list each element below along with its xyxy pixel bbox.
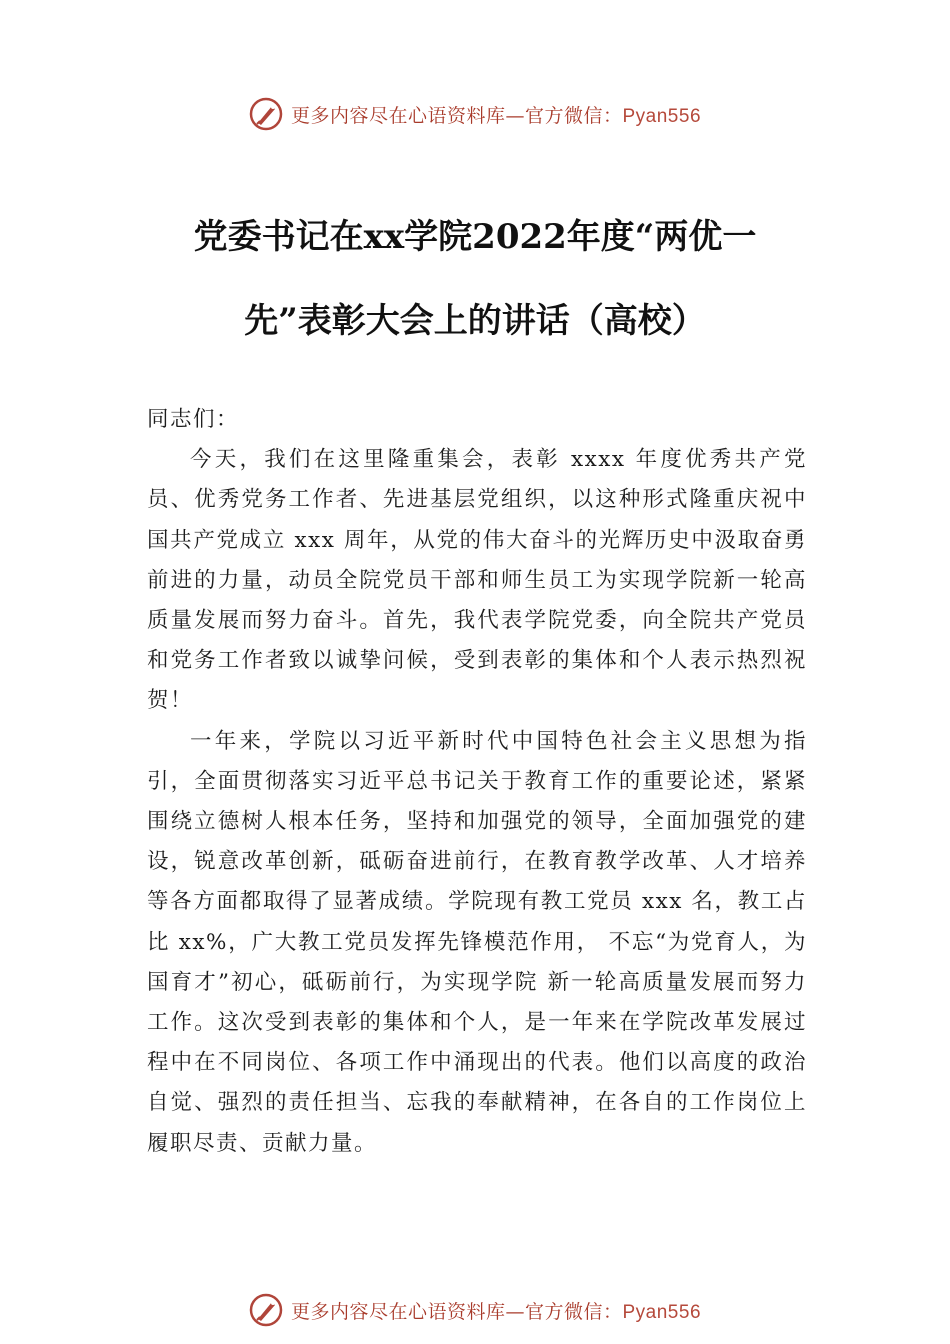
salutation: 同志们： <box>147 407 240 432</box>
banner-text: 更多内容尽在心语资料库—官方微信：Pyan556 <box>290 104 702 127</box>
quill-logo-icon <box>249 97 283 131</box>
paragraph: 一年来，学院以习近平新时代中国特色社会主义思想为指引，全面贯彻落实习近平总书记关于教育工作的重要论述，紧紧围绕立德树人根本任务，坚持和加强党的领导，全面加强党的建设，锐意改革创新，砥砺奋进前行，在教育教学改革、人才培养等各方面都取得了显著成绩。学院现有教工党员 xxx 名，教工占比 xx%，广大教工党员发挥先锋模范作用， 不忘“为党育人，为国育才”初心，砥砺前行，为实现学院 新一轮高质量发展而努力工作。这次受到表彰的集体和个人，是一年来在学院改革发展过程中在不同岗位、各项工作中涌现出的代表。他们以高度的政治自觉、强烈的责任担当、忘我的奉献精神，在各自的工作岗位上履职尽责、贡献力量。 <box>147 728 807 1156</box>
paragraph: 今天，我们在这里隆重集会，表彰 xxxx 年度优秀共产党员、优秀党务工作者、先进基层党组织，以这种形式隆重庆祝中国共产党成立 xxx 周年，从党的伟大奋斗的光辉历史中汲取奋勇前进的力量，动员全院党员干部和师生员工为实现学院新一轮高质量发展而努力奋斗。首先，我代表学院党委，向全院共产党员和党务工作者致以诚挚问候，受到表彰的集体和个人表示热烈祝贺！ <box>147 447 807 714</box>
header-banner <box>0 94 950 134</box>
quill-logo-icon <box>249 1293 283 1327</box>
document-body <box>147 400 807 1164</box>
wechat-handle: Pyan556 <box>622 1301 702 1323</box>
document-title: 党委书记在xx学院2022年度“两优一先”表彰大会上的讲话（高校） <box>193 217 757 341</box>
wechat-handle: Pyan556 <box>622 105 702 127</box>
footer-banner <box>0 1290 950 1330</box>
banner-text: 更多内容尽在心语资料库—官方微信：Pyan556 <box>290 1300 702 1323</box>
